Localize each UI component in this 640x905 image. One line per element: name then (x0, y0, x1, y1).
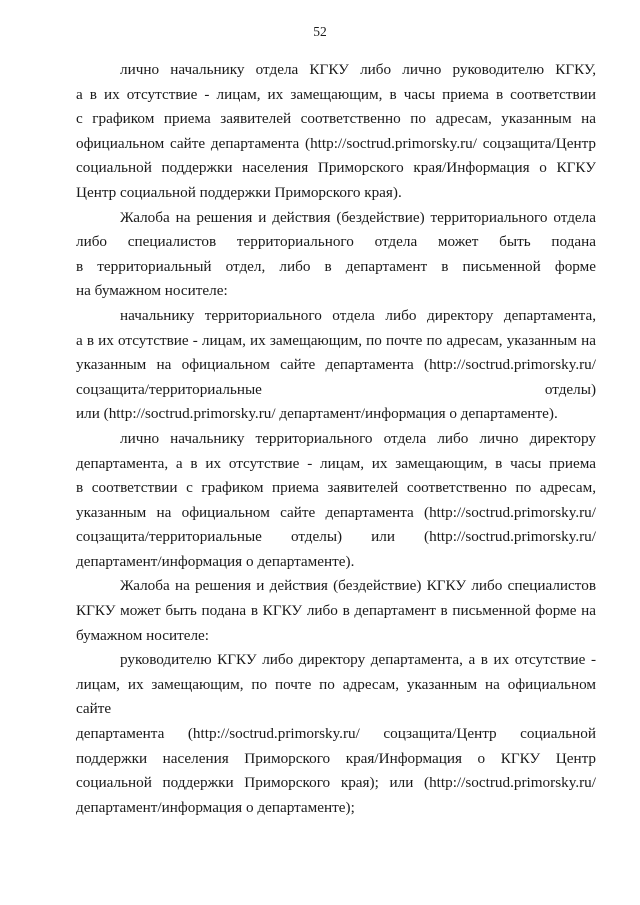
text-line: лично начальнику отдела КГКУ либо лично руководителю КГКУ, (120, 61, 596, 78)
document-body (76, 58, 596, 820)
page-number: 52 (313, 24, 327, 39)
text-line: соцзащита/территориальные отделы) (76, 380, 596, 398)
text-line: департамент/информация о департаменте). (76, 552, 355, 570)
text-line: руководителю КГКУ либо директору департамента, а в их отсутствие - (120, 651, 596, 669)
text-line: на бумажном носителе: (76, 282, 228, 300)
text-line: начальнику территориального отдела либо директору департамента, (120, 306, 596, 324)
text-line: официальном сайте департамента (http://soctrud.primorsky.ru/ соцзащита/Центр (76, 134, 596, 152)
text-line: Жалоба на решения и действия (бездействие) КГКУ либо специалистов (120, 577, 596, 595)
paragraph-5 (76, 574, 596, 648)
paragraph-1 (76, 58, 596, 206)
text-line: указанным на официальном сайте департамента (http://soctrud.primorsky.ru/ (76, 503, 596, 521)
paragraph-4 (76, 427, 596, 575)
text-line: указанным на официальном сайте департамента (http://soctrud.primorsky.ru/ (76, 356, 596, 374)
text-line: соцзащита/территориальные отделы) или (http://soctrud.primorsky.ru/ (76, 528, 596, 546)
text-line: бумажном носителе: (76, 626, 210, 644)
text-line: в территориальный отдел, либо в департамент в письменной форме (76, 257, 596, 275)
text-line: департамента, а в их отсутствие - лицам, их замещающим, в часы приема (76, 454, 596, 472)
text-line: а в их отсутствие - лицам, их замещающим, в часы приема в соответствии (76, 85, 596, 103)
text-line: КГКУ может быть подана в КГКУ либо в департамент в письменной форме на (76, 602, 596, 620)
text-line: социальной поддержки Приморского края); или (http://soctrud.primorsky.ru/ (76, 774, 596, 792)
text-line: Жалоба на решения и действия (бездействие) территориального отдела (120, 208, 596, 226)
paragraph-2 (76, 206, 596, 304)
text-line: в соответствии с графиком приема заявителей соответственно по адресам, (76, 479, 596, 497)
text-line: лицам, их замещающим, по почте по адресам, указанным на официальном сайте (76, 675, 596, 718)
text-line: или (http://soctrud.primorsky.ru/ департамент/информация о департаменте). (76, 405, 558, 423)
text-line: Центр социальной поддержки Приморского края). (76, 183, 402, 201)
text-line: лично начальнику территориального отдела либо лично директору (120, 429, 596, 447)
text-line: департамент/информация о департаменте); (76, 798, 355, 816)
text-line: департамента (http://soctrud.primorsky.ru/ соцзащита/Центр социальной (76, 725, 596, 743)
text-line: с графиком приема заявителей соответственно по адресам, указанным на (76, 110, 596, 128)
text-line: а в их отсутствие - лицам, их замещающим, по почте по адресам, указанным на (76, 331, 596, 349)
paragraph-3 (76, 304, 596, 427)
text-line: социальной поддержки населения Приморского края/Информация о КГКУ (76, 159, 596, 177)
paragraph-6 (76, 648, 596, 820)
text-line: либо специалистов территориального отдела может быть подана (76, 233, 596, 251)
text-line: поддержки населения Приморского края/Информация о КГКУ Центр (76, 749, 596, 767)
